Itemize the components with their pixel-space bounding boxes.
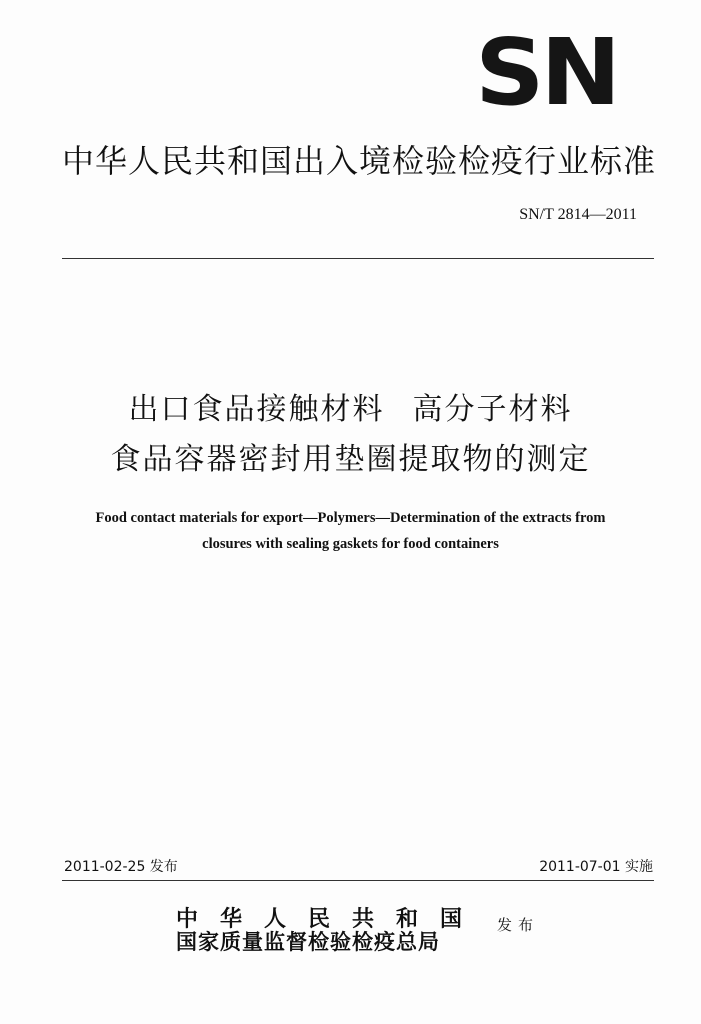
chinese-title-line-2: 食品容器密封用垫圈提取物的测定 [110,442,591,477]
issuer-line-1: 中华人民共和国 [176,906,485,932]
effective-date: 2011-07-01 实施 [539,859,653,875]
issue-word: 发布 [497,916,540,934]
standard-number: SN/T 2814—2011 [519,206,637,223]
chinese-title-part-1: 出口食品接触材料 [128,392,385,427]
issuer-line-2: 国家质量监督检验检疫总局 [176,929,440,954]
english-title-line-2: closures with sealing gaskets for food containers [202,536,499,552]
sn-logo: SN [475,19,618,126]
chinese-title-line-1 [0,390,701,430]
english-title-line-1: Food contact materials for export—Polymers—Determination of the extracts from [95,510,606,526]
top-divider [62,258,654,259]
industry-standard-title: 中华人民共和国出入境检验检疫行业标准 [62,142,657,180]
issue-date: 2011-02-25 发布 [64,859,178,875]
bottom-divider [62,880,654,881]
chinese-title-part-2: 高分子材料 [412,392,573,427]
